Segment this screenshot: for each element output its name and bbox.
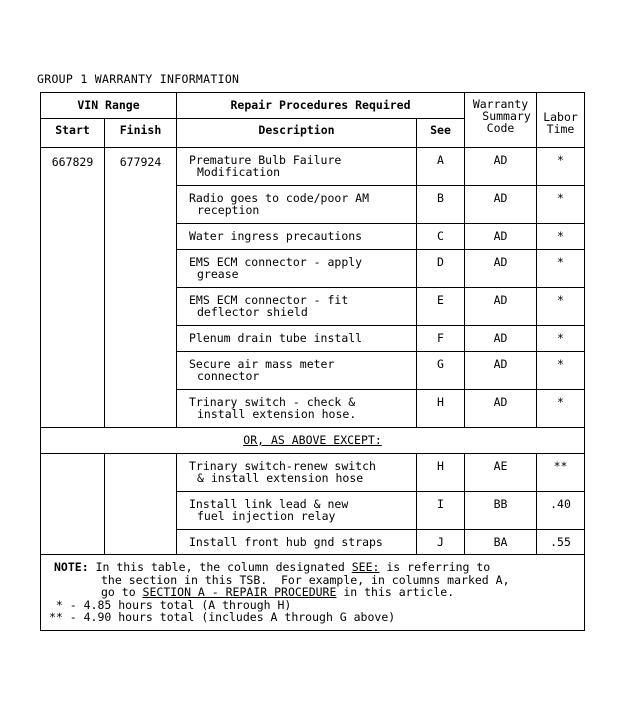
vin-start-empty: [41, 454, 105, 555]
row-description: [177, 224, 417, 250]
note-text: In this table, the column designated: [95, 560, 352, 574]
note-text: is referring to: [379, 560, 491, 574]
row-code: AD: [465, 224, 537, 250]
row-labor: *: [537, 186, 585, 224]
note-line-4: * - 4.85 hours total (A through H): [49, 597, 292, 612]
row-see: F: [417, 326, 465, 352]
desc-line-1: Install front hub gnd straps: [189, 535, 383, 549]
warranty-table: [40, 92, 585, 631]
row-code: BB: [465, 492, 537, 530]
header-row-top: [41, 93, 585, 119]
row-code: AD: [465, 250, 537, 288]
row-labor: *: [537, 224, 585, 250]
except-label: [41, 428, 585, 454]
row-description: [177, 492, 417, 530]
row-see: B: [417, 186, 465, 224]
row-see: E: [417, 288, 465, 326]
row-description: [177, 148, 417, 186]
row-code: AD: [465, 326, 537, 352]
vin-finish: 677924: [105, 148, 177, 428]
note-line-2: the section in this TSB. For example, in columns marked A,: [101, 572, 510, 587]
row-see: G: [417, 352, 465, 390]
row-code: AD: [465, 288, 537, 326]
desc-line-1: Secure air mass meter: [189, 357, 335, 371]
row-description: [177, 326, 417, 352]
start-header: Start: [41, 119, 105, 148]
row-see: J: [417, 530, 465, 555]
row-code: AD: [465, 390, 537, 428]
warranty-summary-line-2: Summary: [482, 109, 531, 123]
row-see: D: [417, 250, 465, 288]
desc-line-2: deflector shield: [197, 305, 308, 319]
desc-line-1: Water ingress precautions: [189, 229, 363, 243]
row-labor: **: [537, 454, 585, 492]
except-row: [41, 428, 585, 454]
desc-line-1: Radio goes to code/poor AM: [189, 191, 370, 205]
section-a-link[interactable]: SECTION A - REPAIR PROCEDURE: [142, 585, 337, 599]
desc-line-1: EMS ECM connector - apply: [189, 255, 363, 269]
desc-line-1: Premature Bulb Failure: [189, 153, 342, 167]
note-row: [41, 555, 585, 631]
row-description: [177, 288, 417, 326]
row-code: AE: [465, 454, 537, 492]
vin-range-header: VIN Range: [41, 93, 177, 119]
desc-line-2: install extension hose.: [197, 407, 357, 421]
table-row: [41, 454, 585, 492]
vin-finish-empty: [105, 454, 177, 555]
row-code: BA: [465, 530, 537, 555]
desc-line-2: reception: [197, 203, 260, 217]
row-description: [177, 530, 417, 555]
finish-header: Finish: [105, 119, 177, 148]
note-line-3: [54, 586, 580, 599]
note-text: in this article.: [336, 585, 455, 599]
warranty-summary-line-1: Warranty: [472, 97, 529, 111]
desc-line-2: connector: [197, 369, 260, 383]
row-description: [177, 454, 417, 492]
labor-time-header: [537, 93, 585, 148]
desc-line-1: Install link lead & new: [189, 497, 349, 511]
row-description: [177, 390, 417, 428]
row-labor: *: [537, 326, 585, 352]
row-description: [177, 250, 417, 288]
see-header: See: [417, 119, 465, 148]
desc-line-2: grease: [197, 267, 239, 281]
group-title: GROUP 1 WARRANTY INFORMATION: [37, 72, 240, 86]
desc-line-1: Plenum drain tube install: [189, 331, 363, 345]
except-text: OR, AS ABOVE EXCEPT:: [243, 433, 382, 447]
see-reference: SEE:: [351, 560, 380, 574]
warranty-summary-code-header: [465, 93, 537, 148]
row-code: AD: [465, 148, 537, 186]
row-labor: *: [537, 288, 585, 326]
row-code: AD: [465, 186, 537, 224]
row-code: AD: [465, 352, 537, 390]
row-description: [177, 352, 417, 390]
note-line-5: ** - 4.90 hours total (includes A through G above): [49, 610, 396, 624]
row-labor: *: [537, 352, 585, 390]
warranty-summary-line-3: Code: [486, 121, 515, 135]
desc-line-1: Trinary switch-renew switch: [189, 459, 376, 473]
row-labor: .55: [537, 530, 585, 555]
desc-line-1: EMS ECM connector - fit: [189, 293, 349, 307]
row-labor: *: [537, 390, 585, 428]
row-see: A: [417, 148, 465, 186]
table-row: [41, 148, 585, 186]
row-description: [177, 186, 417, 224]
repair-procedures-header: Repair Procedures Required: [177, 93, 465, 119]
note-label: NOTE:: [54, 560, 89, 574]
labor-line-1: Labor: [543, 110, 578, 124]
description-header: Description: [177, 119, 417, 148]
labor-line-2: Time: [546, 122, 575, 136]
desc-line-2: Modification: [197, 165, 281, 179]
vin-start: 667829: [41, 148, 105, 428]
row-see: C: [417, 224, 465, 250]
row-see: I: [417, 492, 465, 530]
row-labor: .40: [537, 492, 585, 530]
row-labor: *: [537, 250, 585, 288]
desc-line-2: & install extension hose: [197, 471, 364, 485]
row-labor: *: [537, 148, 585, 186]
row-see: H: [417, 454, 465, 492]
note-line-1: [54, 561, 580, 574]
note-text: go to: [101, 585, 143, 599]
row-see: H: [417, 390, 465, 428]
note: [41, 555, 585, 631]
desc-line-2: fuel injection relay: [197, 509, 336, 523]
desc-line-1: Trinary switch - check &: [189, 395, 356, 409]
